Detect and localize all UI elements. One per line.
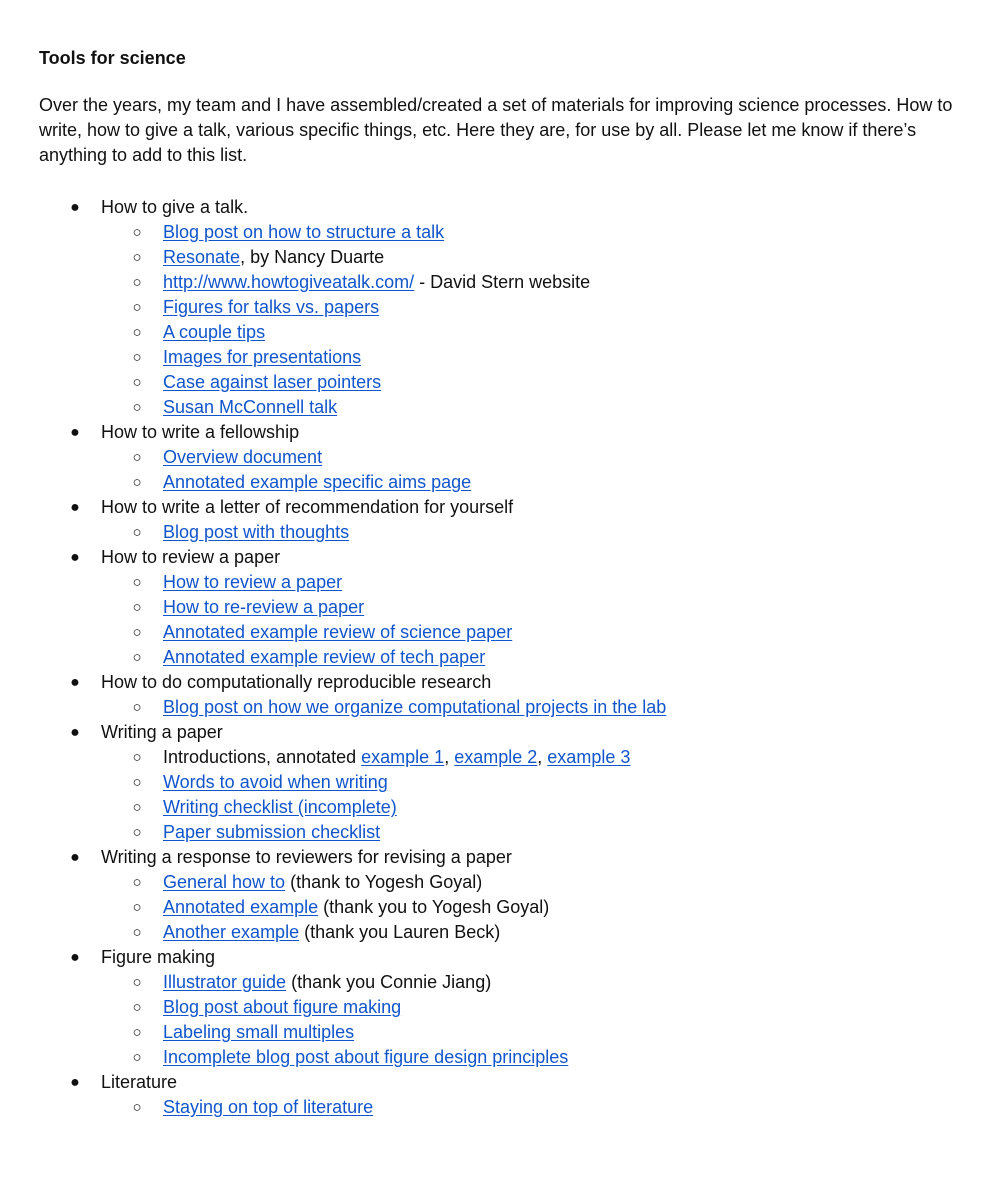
section-heading-row — [0, 545, 1000, 570]
bullet-hollow-icon: ○ — [132, 999, 142, 1016]
section-heading-row — [0, 1070, 1000, 1095]
list-item — [0, 245, 1000, 270]
bullet-filled-icon: ● — [70, 549, 80, 566]
bullet-filled-icon: ● — [70, 949, 80, 966]
section-reproducible-research — [0, 670, 1000, 720]
link-example-3[interactable]: example 3 — [547, 747, 631, 767]
list-item — [0, 620, 1000, 645]
intro-paragraph: Over the years, my team and I have assembled/created a set of materials for improving science processes. How to write, how to give a talk, various specific things, etc. Here they are, for use by all. Please let me know if there’s anything to add to this list. — [39, 95, 953, 165]
list-item — [0, 470, 1000, 495]
link-words-to-avoid[interactable]: Words to avoid when writing — [163, 772, 388, 792]
link-submission-checklist[interactable]: Paper submission checklist — [163, 822, 381, 842]
list-item — [0, 645, 1000, 670]
list-item — [0, 970, 1000, 995]
section-links — [0, 1095, 1000, 1120]
item-separator: , — [537, 747, 548, 767]
bullet-hollow-icon: ○ — [132, 974, 142, 991]
bullet-hollow-icon: ○ — [132, 799, 142, 816]
section-write-fellowship — [0, 420, 1000, 495]
bullet-hollow-icon: ○ — [132, 524, 142, 541]
link-specific-aims[interactable]: Annotated example specific aims page — [163, 472, 472, 492]
section-heading-row — [0, 670, 1000, 695]
bullet-hollow-icon: ○ — [132, 649, 142, 666]
section-figure-making — [0, 945, 1000, 1070]
section-heading: How to write a letter of recommendation for yourself — [101, 497, 514, 517]
list-item — [0, 270, 1000, 295]
bullet-filled-icon: ● — [70, 499, 80, 516]
bullet-filled-icon: ● — [70, 424, 80, 441]
item-suffix: , by Nancy Duarte — [240, 247, 385, 267]
bullet-hollow-icon: ○ — [132, 224, 142, 241]
link-blog-thoughts[interactable]: Blog post with thoughts — [163, 522, 350, 542]
section-writing-paper — [0, 720, 1000, 845]
section-heading: Writing a response to reviewers for revising a paper — [101, 847, 512, 867]
section-review-paper — [0, 545, 1000, 670]
section-links — [0, 570, 1000, 670]
link-another-example[interactable]: Another example — [163, 922, 300, 942]
section-heading: Literature — [101, 1072, 178, 1092]
item-suffix: (thank you Lauren Beck) — [299, 922, 501, 942]
bullet-hollow-icon: ○ — [132, 624, 142, 641]
link-example-1[interactable]: example 1 — [361, 747, 445, 767]
bullet-hollow-icon: ○ — [132, 1099, 142, 1116]
section-heading: How to give a talk. — [101, 197, 249, 217]
link-organize-computational-projects[interactable]: Blog post on how we organize computational projects in the lab — [163, 697, 667, 717]
link-figure-making-blog[interactable]: Blog post about figure making — [163, 997, 402, 1017]
bullet-hollow-icon: ○ — [132, 299, 142, 316]
link-overview-document[interactable]: Overview document — [163, 447, 323, 467]
bullet-hollow-icon: ○ — [132, 274, 142, 291]
list-item — [0, 570, 1000, 595]
link-illustrator-guide[interactable]: Illustrator guide — [163, 972, 287, 992]
item-suffix: - David Stern website — [414, 272, 591, 292]
link-example-2[interactable]: example 2 — [454, 747, 538, 767]
section-heading: Figure making — [101, 947, 216, 967]
bullet-hollow-icon: ○ — [132, 774, 142, 791]
link-couple-tips[interactable]: A couple tips — [163, 322, 266, 342]
section-links — [0, 870, 1000, 945]
section-heading-row — [0, 420, 1000, 445]
section-letter-recommendation — [0, 495, 1000, 545]
bullet-hollow-icon: ○ — [132, 374, 142, 391]
list-item — [0, 295, 1000, 320]
list-item — [0, 1045, 1000, 1070]
section-links — [0, 695, 1000, 720]
link-laser-pointers[interactable]: Case against laser pointers — [163, 372, 382, 392]
list-item — [0, 895, 1000, 920]
section-heading-row — [0, 845, 1000, 870]
link-structure-talk[interactable]: Blog post on how to structure a talk — [163, 222, 445, 242]
list-item — [0, 370, 1000, 395]
list-item — [0, 1095, 1000, 1120]
section-heading: How to write a fellowship — [101, 422, 300, 442]
list-item — [0, 795, 1000, 820]
link-annotated-example[interactable]: Annotated example — [163, 897, 319, 917]
list-item — [0, 520, 1000, 545]
bullet-filled-icon: ● — [70, 849, 80, 866]
link-susan-mcconnell[interactable]: Susan McConnell talk — [163, 397, 338, 417]
bullet-hollow-icon: ○ — [132, 324, 142, 341]
section-links — [0, 970, 1000, 1070]
item-separator: , — [444, 747, 455, 767]
section-heading: How to review a paper — [101, 547, 281, 567]
section-give-a-talk — [0, 195, 1000, 420]
bullet-hollow-icon: ○ — [132, 899, 142, 916]
list-item — [0, 920, 1000, 945]
item-suffix: (thank to Yogesh Goyal) — [285, 872, 483, 892]
link-staying-on-top-literature[interactable]: Staying on top of literature — [163, 1097, 374, 1117]
resource-list — [0, 195, 1000, 1120]
link-re-review-paper[interactable]: How to re-review a paper — [163, 597, 365, 617]
bullet-hollow-icon: ○ — [132, 1024, 142, 1041]
link-small-multiples[interactable]: Labeling small multiples — [163, 1022, 355, 1042]
section-heading-row — [0, 495, 1000, 520]
bullet-hollow-icon: ○ — [132, 749, 142, 766]
link-images-presentations[interactable]: Images for presentations — [163, 347, 362, 367]
link-general-how-to[interactable]: General how to — [163, 872, 286, 892]
section-heading: Writing a paper — [101, 722, 223, 742]
section-links — [0, 220, 1000, 420]
bullet-filled-icon: ● — [70, 199, 80, 216]
list-item — [0, 1020, 1000, 1045]
bullet-hollow-icon: ○ — [132, 399, 142, 416]
link-review-science-paper[interactable]: Annotated example review of science paper — [163, 622, 513, 642]
list-item — [0, 995, 1000, 1020]
link-review-paper[interactable]: How to review a paper — [163, 572, 343, 592]
section-response-reviewers — [0, 845, 1000, 945]
bullet-hollow-icon: ○ — [132, 474, 142, 491]
item-suffix: (thank you to Yogesh Goyal) — [318, 897, 550, 917]
list-item — [0, 820, 1000, 845]
item-suffix: (thank you Connie Jiang) — [286, 972, 492, 992]
list-item — [0, 595, 1000, 620]
section-links — [0, 445, 1000, 495]
bullet-hollow-icon: ○ — [132, 699, 142, 716]
list-item — [0, 320, 1000, 345]
section-links — [0, 745, 1000, 845]
section-heading-row — [0, 945, 1000, 970]
list-item — [0, 445, 1000, 470]
link-writing-checklist[interactable]: Writing checklist (incomplete) — [163, 797, 397, 817]
list-item — [0, 870, 1000, 895]
list-item — [0, 745, 1000, 770]
bullet-hollow-icon: ○ — [132, 824, 142, 841]
bullet-hollow-icon: ○ — [132, 599, 142, 616]
bullet-hollow-icon: ○ — [132, 449, 142, 466]
list-item — [0, 695, 1000, 720]
link-howtogiveatalk[interactable]: http://www.howtogiveatalk.com/ — [163, 272, 415, 292]
bullet-filled-icon: ● — [70, 1074, 80, 1091]
link-review-tech-paper[interactable]: Annotated example review of tech paper — [163, 647, 486, 667]
list-item — [0, 395, 1000, 420]
list-item — [0, 345, 1000, 370]
bullet-hollow-icon: ○ — [132, 249, 142, 266]
page-title: Tools for science — [39, 48, 186, 68]
bullet-hollow-icon: ○ — [132, 924, 142, 941]
section-heading: How to do computationally reproducible research — [101, 672, 492, 692]
item-prefix: Introductions, annotated — [163, 747, 362, 767]
bullet-hollow-icon: ○ — [132, 349, 142, 366]
bullet-hollow-icon: ○ — [132, 1049, 142, 1066]
bullet-filled-icon: ● — [70, 724, 80, 741]
link-resonate[interactable]: Resonate — [163, 247, 241, 267]
section-heading-row — [0, 720, 1000, 745]
link-figure-design-principles[interactable]: Incomplete blog post about figure design principles — [163, 1047, 569, 1067]
section-heading-row — [0, 195, 1000, 220]
bullet-hollow-icon: ○ — [132, 574, 142, 591]
list-item — [0, 770, 1000, 795]
bullet-hollow-icon: ○ — [132, 874, 142, 891]
section-literature — [0, 1070, 1000, 1120]
bullet-filled-icon: ● — [70, 674, 80, 691]
list-item — [0, 220, 1000, 245]
link-figures-talks-papers[interactable]: Figures for talks vs. papers — [163, 297, 380, 317]
section-links — [0, 520, 1000, 545]
